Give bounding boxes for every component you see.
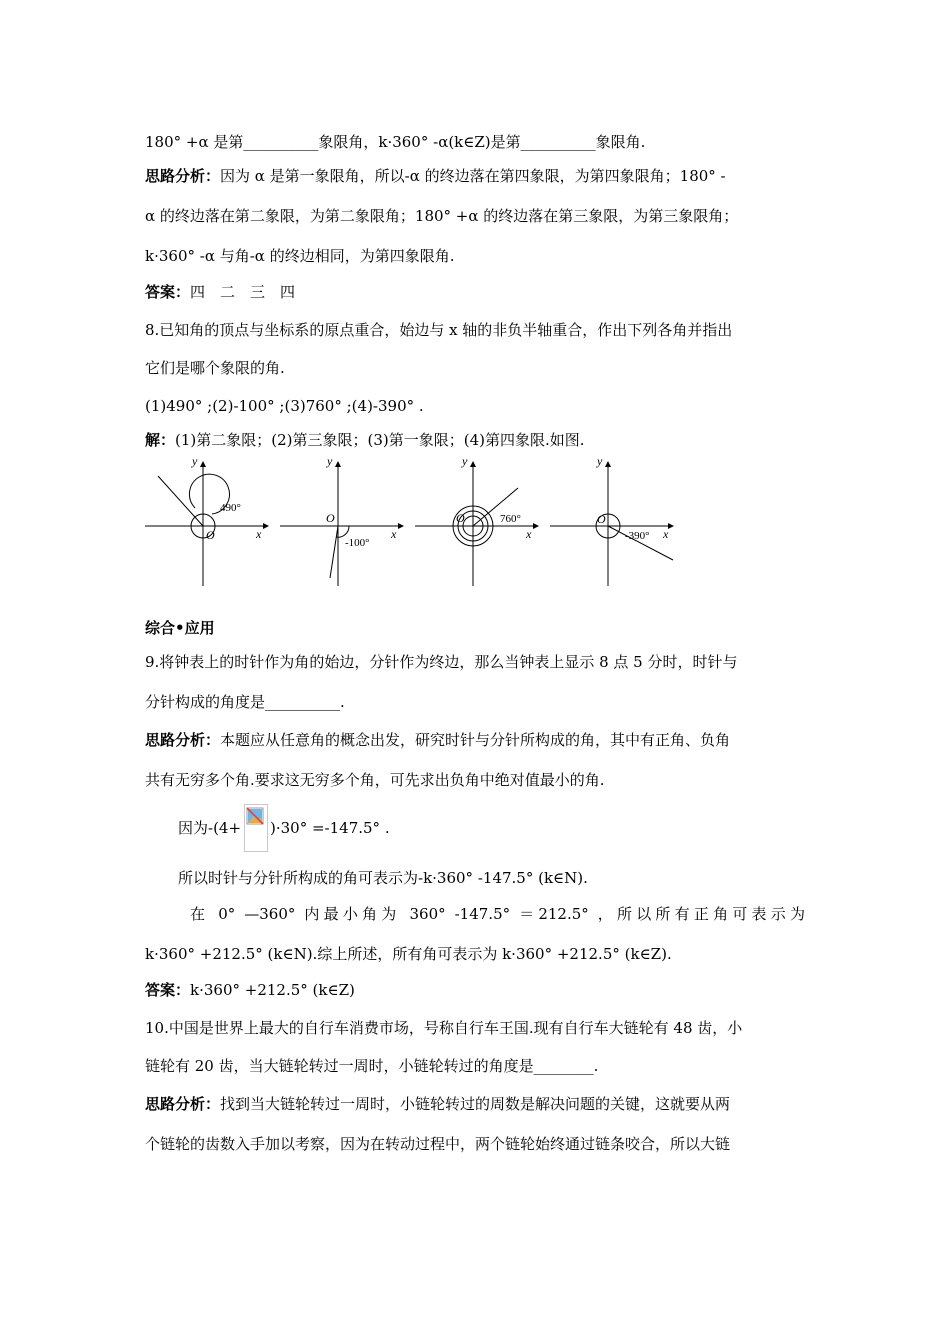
figure-490 [140,456,270,591]
y-label: y [597,456,603,468]
section-heading: 综合•应用 [145,619,215,637]
analysis-label: 思路分析： [145,167,221,185]
line-14: 共有无穷多个角.要求这无穷多个角，可先求出负角中绝对值最小的角. [145,771,605,789]
line-18: k·360° +212.5° (k∈N).综上所述，所有角可表示为 k·360° +212.5° (k∈Z). [145,945,672,963]
angle-neg100-label: -100° [345,537,370,549]
question-8: 8.已知角的顶点与坐标系的原点重合，始边与 x 轴的非负半轴重合，作出下列各角并指出 [145,321,733,339]
angle-490-label: 490° [220,502,241,514]
origin-label: O [206,528,215,542]
x-label: x [526,527,532,541]
solution-label: 解： [145,431,176,449]
y-label: y [327,456,333,468]
analysis-label: 思路分析： [145,731,221,749]
analysis-2: 思路分析：本题应从任意角的概念出发，研究时针与分针所构成的角，其中有正角、负角 [145,731,731,749]
x-label: x [391,527,397,541]
figure-neg100 [275,456,405,591]
origin-label: O [326,511,335,525]
question-9: 9.将钟表上的时针作为角的始边，分针作为终边，那么当钟表上显示 8 点 5 分时，时针与 [145,653,738,671]
line-23: 个链轮的齿数入手加以考察，因为在转动过程中，两个链轮始终通过链条咬合，所以大链 [145,1135,731,1153]
line-17: 在 0° —360° 内最小角为 360° -147.5° ＝212.5° ，所以所有正角可表示为 [190,905,805,923]
solution-8: 解：(1)第二象限；(2)第三象限；(3)第一象限；(4)第四象限.如图. [145,431,585,449]
line-15a: 因为-(4+ [178,819,242,837]
y-label: y [462,456,468,468]
answer-label: 答案： [145,981,191,999]
x-label: x [256,527,262,541]
angle-neg390-label: -390° [625,530,650,542]
answer-2: 答案：k·360° +212.5° (k∈Z) [145,981,355,999]
line-16: 所以时针与分针所构成的角可表示为-k·360° -147.5° (k∈N). [178,869,588,887]
figure-neg390 [545,456,680,591]
line-15b: )·30° =-147.5° . [270,819,390,837]
analysis-label: 思路分析： [145,1095,221,1113]
question-10: 10.中国是世界上最大的自行车消费市场，号称自行车王国.现有自行车大链轮有 48 齿，小 [145,1019,743,1037]
line-12: 分针构成的角度是__________. [145,693,345,711]
y-label: y [192,456,198,468]
line-8: (1)490° ;(2)-100° ;(3)760° ;(4)-390° . [145,397,424,415]
figure-760 [410,456,540,591]
broken-image-icon [244,804,268,852]
angle-760-label: 760° [500,513,521,525]
answer-1: 答案：四 二 三 四 [145,283,296,301]
line-4: k·360° -α 与角-α 的终边相同，为第四象限角. [145,247,455,265]
origin-label: O [597,512,606,526]
line-7: 它们是哪个象限的角. [145,359,285,377]
x-label: x [663,527,669,541]
line-3: α 的终边落在第二象限，为第二象限角；180° +α 的终边落在第三象限，为第三象限角； [145,207,739,225]
analysis-1: 思路分析：因为 α 是第一象限角，所以-α 的终边落在第四象限，为第四象限角；180° - [145,167,726,185]
line-21: 链轮有 20 齿，当大链轮转过一周时，小链轮转过的角度是________. [145,1057,599,1075]
line-1: 180° +α 是第__________象限角，k·360° -α(k∈Z)是第__________象限角. [145,133,646,151]
origin-label: O [456,511,465,525]
analysis-3: 思路分析：找到当大链轮转过一周时，小链轮转过的周数是解决问题的关键，这就要从两 [145,1095,731,1113]
answer-label: 答案： [145,283,191,301]
